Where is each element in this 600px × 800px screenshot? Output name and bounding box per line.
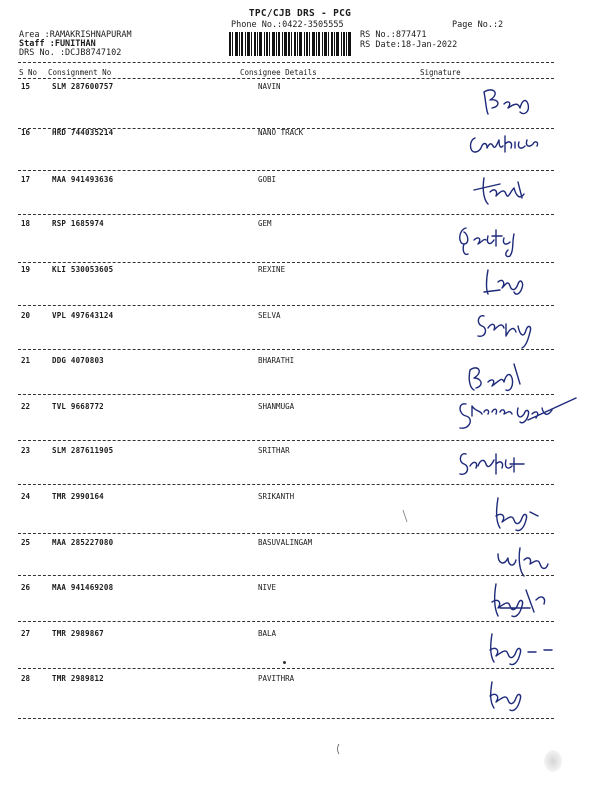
row-consignment: TMR 2990164 bbox=[52, 492, 104, 501]
row-consignment: RSP 1685974 bbox=[52, 219, 104, 228]
smudge-mark bbox=[544, 750, 562, 772]
row-sno: 15 bbox=[21, 82, 31, 91]
row-sno: 19 bbox=[21, 265, 31, 274]
divider bbox=[18, 484, 554, 485]
row-sno: 18 bbox=[21, 219, 31, 228]
barcode-icon bbox=[229, 32, 351, 56]
row-consignment: MAA 941493636 bbox=[52, 175, 114, 184]
column-header-consignment: Consignment No bbox=[48, 68, 112, 77]
row-consignee: NIVE bbox=[258, 583, 277, 592]
signature-mark bbox=[486, 578, 556, 622]
row-consignment: TMR 2989812 bbox=[52, 674, 104, 683]
row-consignee: NAVIN bbox=[258, 82, 281, 91]
row-consignment: TMR 2989867 bbox=[52, 629, 104, 638]
row-consignment: SLM 287611905 bbox=[52, 446, 114, 455]
row-consignment: DDG 4070803 bbox=[52, 356, 104, 365]
row-sno: 26 bbox=[21, 583, 31, 592]
stray-dot-mark bbox=[283, 661, 286, 664]
row-consignment: MAA 285227080 bbox=[52, 538, 114, 547]
signature-mark bbox=[484, 628, 560, 668]
divider bbox=[18, 78, 554, 79]
row-sno: 28 bbox=[21, 674, 31, 683]
row-consignee: PAVITHRA bbox=[258, 674, 295, 683]
signature-mark bbox=[454, 444, 534, 484]
row-consignee: GEM bbox=[258, 219, 272, 228]
divider bbox=[18, 621, 554, 622]
divider bbox=[18, 575, 554, 576]
signature-mark bbox=[465, 126, 550, 160]
area-label: Area :RAMAKRISHNAPURAM bbox=[19, 30, 132, 40]
row-consignee: BALA bbox=[258, 629, 277, 638]
rs-date: RS Date:18-Jan-2022 bbox=[360, 40, 458, 50]
column-header-signature: Signature bbox=[420, 68, 461, 77]
drs-number: DRS No. :DCJB8747102 bbox=[19, 48, 122, 58]
signature-mark bbox=[470, 306, 540, 350]
staff-label: Staff :FUNITHAN bbox=[19, 39, 96, 49]
divider bbox=[18, 440, 554, 441]
row-sno: 24 bbox=[21, 492, 31, 501]
row-consignee: SRITHAR bbox=[258, 446, 290, 455]
row-consignment: MAA 941469208 bbox=[52, 583, 114, 592]
row-sno: 17 bbox=[21, 175, 31, 184]
page-number: Page No.:2 bbox=[452, 20, 504, 30]
row-sno: 23 bbox=[21, 446, 31, 455]
column-header-sno: S No bbox=[19, 68, 38, 77]
row-consignment: HRD 744035214 bbox=[52, 128, 114, 137]
row-consignee: REXINE bbox=[258, 265, 286, 274]
signature-mark bbox=[470, 170, 530, 210]
row-sno: 21 bbox=[21, 356, 31, 365]
document-title: TPC/CJB DRS - PCG bbox=[248, 8, 352, 19]
stray-pen-mark bbox=[335, 740, 341, 752]
row-sno: 22 bbox=[21, 402, 31, 411]
row-consignee: SHANMUGA bbox=[258, 402, 295, 411]
signature-mark bbox=[480, 264, 530, 300]
row-sno: 16 bbox=[21, 128, 31, 137]
phone-number: Phone No.:0422-3505555 bbox=[231, 20, 344, 30]
row-consignee: GOBI bbox=[258, 175, 277, 184]
row-consignee: SELVA bbox=[258, 311, 281, 320]
signature-mark bbox=[452, 220, 532, 260]
row-consignment: VPL 497643124 bbox=[52, 311, 114, 320]
row-consignment: SLM 287600757 bbox=[52, 82, 114, 91]
divider bbox=[18, 214, 554, 215]
signature-mark bbox=[452, 386, 580, 438]
row-consignee: BHARATHI bbox=[258, 356, 295, 365]
rs-number: RS No.:877471 bbox=[360, 30, 427, 40]
row-consignment: TVL 9668772 bbox=[52, 402, 104, 411]
signature-mark bbox=[486, 674, 536, 714]
stray-pen-mark bbox=[402, 508, 408, 522]
signature-mark bbox=[478, 82, 538, 124]
divider bbox=[18, 262, 554, 263]
row-consignee: SRIKANTH bbox=[258, 492, 295, 501]
signature-mark bbox=[490, 494, 550, 534]
divider bbox=[18, 718, 554, 719]
divider bbox=[18, 349, 554, 350]
divider bbox=[18, 62, 554, 63]
row-consignment: KLI 530053605 bbox=[52, 265, 114, 274]
row-consignee: NANO TRACK bbox=[258, 128, 304, 137]
row-consignee: BASUVALINGAM bbox=[258, 538, 313, 547]
row-sno: 20 bbox=[21, 311, 31, 320]
column-header-consignee: Consignee Details bbox=[240, 68, 317, 77]
row-sno: 25 bbox=[21, 538, 31, 547]
row-sno: 27 bbox=[21, 629, 31, 638]
divider bbox=[18, 533, 554, 534]
divider bbox=[18, 668, 554, 669]
signature-mark bbox=[494, 540, 554, 580]
